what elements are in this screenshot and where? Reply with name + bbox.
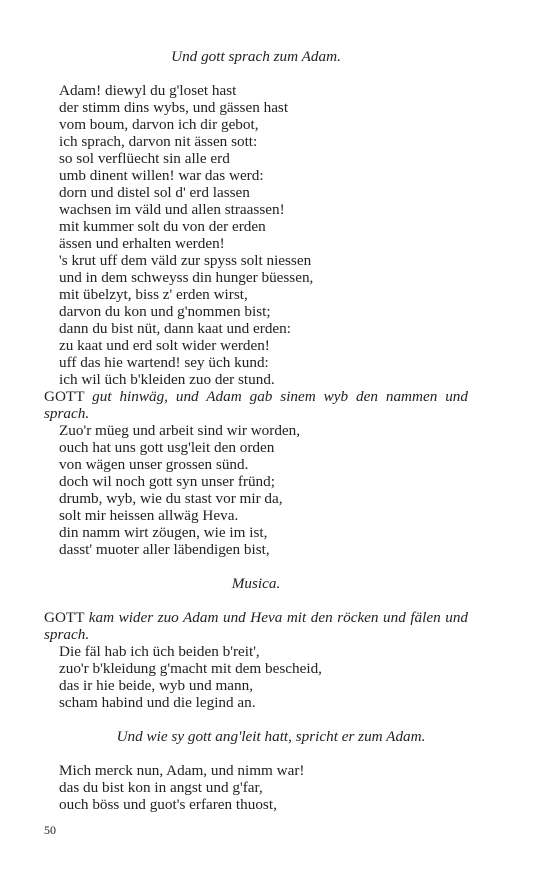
verse-line: dorn und distel sol d' erd lassen — [59, 184, 250, 201]
verse-line: das ir hie beide, wyb und mann, — [59, 677, 254, 694]
verse-line: Die fäl hab ich üch beiden b'reit', — [59, 643, 260, 660]
verse-block-3 — [44, 643, 468, 711]
verse-line: zuo'r b'kleidung g'macht mit dem bescheid, — [59, 660, 322, 677]
verse-line: wachsen im väld und allen straassen! — [59, 201, 285, 218]
verse-line: so sol verflüecht sin alle erd — [59, 150, 230, 167]
verse-line: ich wil üch b'kleiden zuo der stund. — [59, 371, 275, 388]
speaker-name: GOTT — [44, 609, 85, 626]
page-body — [44, 48, 468, 813]
verse-line: ich sprach, darvon nit ässen sott: — [59, 133, 258, 150]
spacer — [44, 558, 468, 575]
speaker-name: GOTT — [44, 388, 85, 405]
verse-line: ouch böss und guot's erfaren thuost, — [59, 796, 277, 813]
verse-line: mit kummer solt du von der erden — [59, 218, 266, 235]
verse-line: doch wil noch gott syn unser fründ; — [59, 473, 275, 490]
verse-line: zu kaat und erd solt wider werden! — [59, 337, 270, 354]
verse-line: 's krut uff dem väld zur spyss solt niessen — [59, 252, 312, 269]
stage-direction-1 — [44, 388, 468, 422]
verse-block-4 — [44, 762, 468, 813]
stage-direction-text: gut hinwäg, und Adam gab sinem wyb den nammen und sprach. — [44, 388, 468, 422]
verse-block-1 — [44, 82, 468, 388]
verse-line: von wägen unser grossen sünd. — [59, 456, 249, 473]
verse-line: vom boum, darvon ich dir gebot, — [59, 116, 259, 133]
verse-line: dann du bist nüt, dann kaat und erden: — [59, 320, 291, 337]
stage-direction-2 — [44, 609, 468, 643]
verse-line: ässen und erhalten werden! — [59, 235, 225, 252]
spacer — [44, 745, 468, 762]
verse-line: din namm wirt zöugen, wie im ist, — [59, 524, 268, 541]
spacer — [44, 592, 468, 609]
spacer — [44, 711, 468, 728]
verse-line: drumb, wyb, wie du stast vor mir da, — [59, 490, 283, 507]
verse-line: umb dinent willen! war das werd: — [59, 167, 264, 184]
stage-direction-text: kam wider zuo Adam und Heva mit den röcken und fälen und sprach. — [44, 609, 469, 643]
verse-line: solt mir heissen allwäg Heva. — [59, 507, 239, 524]
verse-line: der stimm dins wybs, und gässen hast — [59, 99, 289, 116]
verse-block-2 — [44, 422, 468, 558]
verse-line: scham habind und die legind an. — [59, 694, 256, 711]
verse-line: uff das hie wartend! sey üch kund: — [59, 354, 269, 371]
verse-line: Zuo'r müeg und arbeit sind wir worden, — [59, 422, 301, 439]
spacer — [44, 65, 468, 82]
verse-line: Mich merck nun, Adam, und nimm war! — [59, 762, 305, 779]
verse-line: darvon du kon und g'nommen bist; — [59, 303, 271, 320]
page-number: 50 — [44, 823, 56, 837]
verse-line: ouch hat uns gott usg'leit den orden — [59, 439, 275, 456]
stage-heading-3: Und wie sy gott ang'leit hatt, spricht er zum Adam. — [116, 728, 426, 745]
verse-line: dasst' muoter aller läbendigen bist, — [59, 541, 270, 558]
verse-line: und in dem schweyss din hunger büessen, — [59, 269, 314, 286]
verse-line: Adam! diewyl du g'loset hast — [59, 82, 237, 99]
stage-heading-1: Und gott sprach zum Adam. — [171, 48, 341, 65]
verse-line: mit übelzyt, biss z' erden wirst, — [59, 286, 248, 303]
stage-heading-2: Musica. — [231, 575, 281, 592]
verse-line: das du bist kon in angst und g'far, — [59, 779, 263, 796]
